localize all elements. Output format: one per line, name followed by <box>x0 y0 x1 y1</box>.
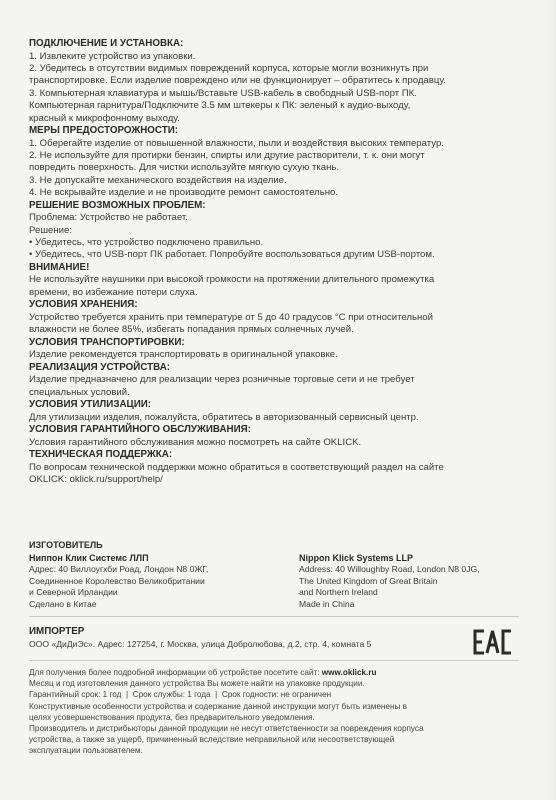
section-precautions <box>29 125 511 200</box>
origin-line: Сделано в Китае <box>29 598 97 609</box>
text-line: Условия гарантийного обслуживания можно посмотреть на сайте OKLICK. <box>29 436 362 448</box>
footer-line: Месяц и год изготовления данного устройства Вы можете найти на упаковке продукции. <box>29 679 365 689</box>
section-warranty <box>29 424 511 449</box>
address-line: The United Kingdom of Great Britain <box>299 575 438 586</box>
importer-address: ООО «ДиДиЭс». Адрес: 127254, г. Москва, улица Добролюбова, д.2, стр. 4, комната 5 <box>29 638 372 649</box>
section-heading: РЕШЕНИЕ ВОЗМОЖНЫХ ПРОБЛЕМ: <box>29 199 206 211</box>
website-link: www.oklick.ru <box>321 668 377 677</box>
section-troubleshooting <box>29 200 511 262</box>
text-line: OKLICK: oklick.ru/support/help/ <box>29 474 163 486</box>
footer-line: Гарантийный срок: 1 год | Срок службы: 1 года | Срок годности: не ограничен <box>29 690 332 700</box>
info-line <box>29 667 521 678</box>
text-line: По вопросам технической поддержки можно обратиться в соответствующий раздел на сайте <box>29 461 444 473</box>
info-text: Для получения более подробной информации об устройстве посетите сайт: <box>29 668 322 677</box>
address-line: and Northern Ireland <box>299 587 378 598</box>
text-line: 1. Извлеките устройство из упаковки. <box>29 50 196 62</box>
manufacturer-name-en: Nippon Klick Systems LLP <box>299 552 414 563</box>
text-line: 2. Убедитесь в отсутствии видимых повреждений корпуса, которые могли возникнуть при <box>29 63 429 74</box>
section-heading: ПОДКЛЮЧЕНИЕ И УСТАНОВКА: <box>29 38 184 49</box>
footer-line: целях усовершенствования продукта, без предварительного уведомления. <box>29 712 315 722</box>
manufacturer-name-ru: Ниппон Клик Системс ЛЛП <box>29 552 149 563</box>
divider <box>29 660 519 661</box>
section-storage <box>29 299 511 336</box>
section-connection <box>29 38 511 125</box>
text-line: Изделие рекомендуется транспортировать в оригинальной упаковке. <box>29 349 338 361</box>
section-heading: РЕАЛИЗАЦИЯ УСТРОЙСТВА: <box>29 361 171 373</box>
text-line: 4. Не вскрывайте изделие и не производите ремонт самостоятельно. <box>29 187 339 199</box>
text-line: Решение: <box>29 224 73 236</box>
section-disposal <box>29 399 511 424</box>
text-line: Для утилизации изделия, пожалуйста, обратитесь в авторизованный сервисный центр. <box>29 411 419 423</box>
importer-block <box>29 626 469 650</box>
text-line: повредить поверхность. Для чистки используйте мягкую сухую ткань. <box>29 162 340 174</box>
section-heading: УСЛОВИЯ ТРАНСПОРТИРОВКИ: <box>29 336 185 348</box>
address-line: и Северной Ирландии <box>29 587 118 598</box>
text-line: Компьютерная гарнитура/Подключите 3.5 мм штекеры к ПК: зеленый к аудио-выходу, <box>29 100 411 112</box>
footer-line: устройства, а также за ущерб, причиненный вследствие неправильной или несоответствующей <box>29 735 395 745</box>
importer-heading: ИМПОРТЕР <box>29 626 85 637</box>
footer-notes <box>29 667 521 757</box>
manufacturer-block <box>29 539 519 611</box>
footer-line: Производитель и дистрибьюторы данной продукции не несут ответственности за повреждения корпуса <box>29 724 424 734</box>
page-edge <box>542 0 556 800</box>
manufacturer-heading: ИЗГОТОВИТЕЛЬ <box>29 540 103 550</box>
section-sales <box>29 362 511 399</box>
section-heading: МЕРЫ ПРЕДОСТОРОЖНОСТИ: <box>29 125 179 137</box>
text-line: Не используйте наушники при высокой громкости на протяжении длительного промежутка <box>29 274 435 286</box>
text-line: времени, во избежание потери слуха. <box>29 286 198 298</box>
text-line: Проблема: Устройство не работает. <box>29 212 188 224</box>
text-line: 2. Не используйте для протирки бензин, спирты или другие растворители, т. к. они могут <box>29 150 425 162</box>
instructions-body <box>29 38 511 487</box>
section-attention <box>29 262 511 299</box>
text-line: Изделие предназначено для реализации через розничные торговые сети и не требует <box>29 374 415 386</box>
text-line: • Убедитесь, что устройство подключено правильно. <box>29 237 264 249</box>
text-line: • Убедитесь, что USB-порт ПК работает. Попробуйте воспользоваться другим USB-портом. <box>29 249 435 261</box>
section-heading: УСЛОВИЯ ГАРАНТИЙНОГО ОБСЛУЖИВАНИЯ: <box>29 424 251 436</box>
text-line: Устройство требуется хранить при температуре от 5 до 40 градусов °С при относительной <box>29 311 433 323</box>
address-line: Соединенное Королевство Великобритании <box>29 575 205 586</box>
section-heading: УСЛОВИЯ УТИЛИЗАЦИИ: <box>29 399 152 411</box>
manufacturer-en <box>299 552 519 611</box>
section-heading: УСЛОВИЯ ХРАНЕНИЯ: <box>29 299 138 311</box>
text-line: специальных условий. <box>29 386 130 398</box>
text-line: 1. Оберегайте изделие от повышенной влажности, пыли и воздействия высоких температур. <box>29 137 444 149</box>
divider <box>29 616 519 617</box>
section-support <box>29 449 511 486</box>
manufacturer-ru <box>29 552 299 611</box>
eac-mark-icon <box>472 628 514 656</box>
text-line: транспортировке. Если изделие повреждено или не функционирует – обратитесь к продавцу. <box>29 75 446 87</box>
text-line: красный к микрофонному выходу. <box>29 112 180 124</box>
footer-line: Конструктивные особенности устройства и содержание данной инструкции могут быть изменены в <box>29 701 407 711</box>
footer-line: эксплуатации пользователем. <box>29 746 143 756</box>
section-heading: ТЕХНИЧЕСКАЯ ПОДДЕРЖКА: <box>29 449 173 461</box>
section-transport <box>29 337 511 362</box>
address-line: Адрес: 40 Виллоугхби Роад, Лондон N8 0ЖГ, <box>29 564 209 575</box>
text-line: 3. Не допускайте механического воздействия на изделие. <box>29 174 287 186</box>
section-heading: ВНИМАНИЕ! <box>29 261 90 273</box>
text-line: влажности не более 85%, избегать попадания прямых солнечных лучей. <box>29 324 354 336</box>
address-line: Address: 40 Willoughby Road, London N8 0JG, <box>299 564 480 575</box>
text-line: 3. Компьютерная клавиатура и мышь/Вставьте USB-кабель в свободный USB-порт ПК. <box>29 87 417 99</box>
origin-line: Made in China <box>299 598 355 609</box>
